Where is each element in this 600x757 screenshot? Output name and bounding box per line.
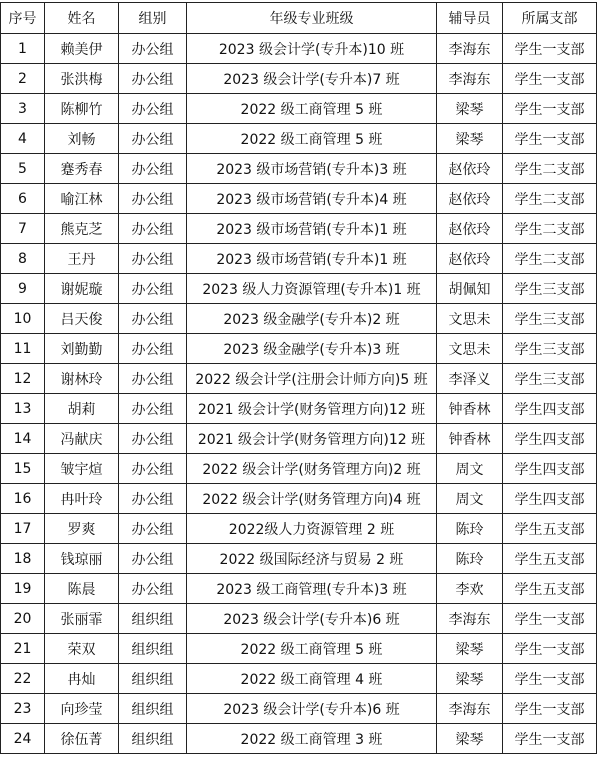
class-cell: 2022级人力资源管理 2 班 [187,514,437,544]
name-cell: 陈晨 [45,574,119,604]
index-cell: 16 [1,484,45,514]
group-cell: 办公组 [119,214,187,244]
table-row [1,424,597,454]
name-cell: 吕天俊 [45,304,119,334]
column-header-group: 组别 [119,3,187,34]
table-row [1,664,597,694]
counselor-cell: 赵依玲 [437,184,503,214]
group-cell: 组织组 [119,634,187,664]
name-cell: 徐伍菁 [45,724,119,754]
index-cell: 13 [1,394,45,424]
table-row [1,244,597,274]
index-cell: 3 [1,94,45,124]
index-cell: 20 [1,604,45,634]
branch-cell: 学生五支部 [503,514,597,544]
name-cell: 冯献庆 [45,424,119,454]
class-cell: 2022 级工商管理 5 班 [187,634,437,664]
branch-cell: 学生四支部 [503,484,597,514]
name-cell: 王丹 [45,244,119,274]
counselor-cell: 梁琴 [437,664,503,694]
index-cell: 1 [1,34,45,64]
class-cell: 2021 级会计学(财务管理方向)12 班 [187,424,437,454]
counselor-cell: 梁琴 [437,94,503,124]
branch-cell: 学生四支部 [503,394,597,424]
class-cell: 2022 级会计学(注册会计师方向)5 班 [187,364,437,394]
class-cell: 2023 级市场营销(专升本)1 班 [187,244,437,274]
group-cell: 办公组 [119,454,187,484]
class-cell: 2022 级会计学(财务管理方向)4 班 [187,484,437,514]
counselor-cell: 钟香林 [437,394,503,424]
name-cell: 赖美伊 [45,34,119,64]
class-cell: 2023 级金融学(专升本)2 班 [187,304,437,334]
branch-cell: 学生四支部 [503,424,597,454]
table-row [1,334,597,364]
name-cell: 刘勤勤 [45,334,119,364]
counselor-cell: 李海东 [437,64,503,94]
branch-cell: 学生一支部 [503,724,597,754]
index-cell: 15 [1,454,45,484]
name-cell: 刘畅 [45,124,119,154]
name-cell: 向珍莹 [45,694,119,724]
counselor-cell: 梁琴 [437,724,503,754]
counselor-cell: 周文 [437,454,503,484]
group-cell: 组织组 [119,604,187,634]
counselor-cell: 赵依玲 [437,154,503,184]
group-cell: 组织组 [119,664,187,694]
table-row [1,214,597,244]
group-cell: 办公组 [119,154,187,184]
index-cell: 17 [1,514,45,544]
class-cell: 2023 级市场营销(专升本)3 班 [187,154,437,184]
table-row [1,394,597,424]
group-cell: 办公组 [119,64,187,94]
counselor-cell: 文思未 [437,334,503,364]
column-header-index: 序号 [1,3,45,34]
group-cell: 办公组 [119,94,187,124]
counselor-cell: 李泽义 [437,364,503,394]
branch-cell: 学生三支部 [503,334,597,364]
name-cell: 罗爽 [45,514,119,544]
branch-cell: 学生二支部 [503,244,597,274]
index-cell: 2 [1,64,45,94]
name-cell: 荣双 [45,634,119,664]
branch-cell: 学生三支部 [503,274,597,304]
table-row [1,724,597,754]
roster-table [0,2,597,754]
counselor-cell: 李欢 [437,574,503,604]
table-row [1,454,597,484]
column-header-name: 姓名 [45,3,119,34]
table-row [1,154,597,184]
class-cell: 2022 级会计学(财务管理方向)2 班 [187,454,437,484]
index-cell: 10 [1,304,45,334]
table-row [1,634,597,664]
index-cell: 12 [1,364,45,394]
table-row [1,604,597,634]
index-cell: 19 [1,574,45,604]
branch-cell: 学生一支部 [503,694,597,724]
name-cell: 喻江林 [45,184,119,214]
group-cell: 办公组 [119,574,187,604]
branch-cell: 学生一支部 [503,34,597,64]
group-cell: 组织组 [119,724,187,754]
name-cell: 谢林玲 [45,364,119,394]
group-cell: 办公组 [119,424,187,454]
index-cell: 6 [1,184,45,214]
name-cell: 钱琼丽 [45,544,119,574]
table-row [1,274,597,304]
class-cell: 2023 级会计学(专升本)6 班 [187,604,437,634]
group-cell: 办公组 [119,244,187,274]
table-row [1,544,597,574]
branch-cell: 学生二支部 [503,214,597,244]
table-row [1,34,597,64]
class-cell: 2022 级工商管理 3 班 [187,724,437,754]
group-cell: 办公组 [119,304,187,334]
counselor-cell: 陈玲 [437,514,503,544]
group-cell: 组织组 [119,694,187,724]
group-cell: 办公组 [119,124,187,154]
branch-cell: 学生三支部 [503,364,597,394]
column-header-counselor: 辅导员 [437,3,503,34]
branch-cell: 学生二支部 [503,154,597,184]
branch-cell: 学生一支部 [503,64,597,94]
class-cell: 2023 级市场营销(专升本)1 班 [187,214,437,244]
index-cell: 22 [1,664,45,694]
column-header-branch: 所属支部 [503,3,597,34]
name-cell: 胡莉 [45,394,119,424]
index-cell: 14 [1,424,45,454]
table-header [1,3,597,34]
class-cell: 2023 级人力资源管理(专升本)1 班 [187,274,437,304]
class-cell: 2022 级工商管理 5 班 [187,94,437,124]
group-cell: 办公组 [119,334,187,364]
counselor-cell: 李海东 [437,34,503,64]
group-cell: 办公组 [119,184,187,214]
group-cell: 办公组 [119,34,187,64]
branch-cell: 学生一支部 [503,634,597,664]
table-row [1,514,597,544]
class-cell: 2023 级会计学(专升本)6 班 [187,694,437,724]
branch-cell: 学生一支部 [503,604,597,634]
group-cell: 办公组 [119,364,187,394]
index-cell: 21 [1,634,45,664]
counselor-cell: 文思未 [437,304,503,334]
class-cell: 2023 级金融学(专升本)3 班 [187,334,437,364]
table-row [1,364,597,394]
counselor-cell: 梁琴 [437,124,503,154]
name-cell: 皱宇煊 [45,454,119,484]
table-row [1,64,597,94]
counselor-cell: 李海东 [437,694,503,724]
branch-cell: 学生一支部 [503,664,597,694]
counselor-cell: 胡佩知 [437,274,503,304]
counselor-cell: 梁琴 [437,634,503,664]
branch-cell: 学生一支部 [503,124,597,154]
name-cell: 冉叶玲 [45,484,119,514]
class-cell: 2021 级会计学(财务管理方向)12 班 [187,394,437,424]
counselor-cell: 钟香林 [437,424,503,454]
counselor-cell: 周文 [437,484,503,514]
table-body [1,34,597,754]
name-cell: 张洪梅 [45,64,119,94]
index-cell: 5 [1,154,45,184]
counselor-cell: 赵依玲 [437,214,503,244]
table-row [1,694,597,724]
name-cell: 谢妮璇 [45,274,119,304]
index-cell: 8 [1,244,45,274]
table-row [1,484,597,514]
class-cell: 2022 级工商管理 4 班 [187,664,437,694]
table-row [1,124,597,154]
header-row [1,3,597,34]
class-cell: 2023 级市场营销(专升本)4 班 [187,184,437,214]
group-cell: 办公组 [119,514,187,544]
table-row [1,304,597,334]
index-cell: 24 [1,724,45,754]
index-cell: 23 [1,694,45,724]
branch-cell: 学生五支部 [503,574,597,604]
class-cell: 2022 级工商管理 5 班 [187,124,437,154]
counselor-cell: 李海东 [437,604,503,634]
counselor-cell: 赵依玲 [437,244,503,274]
table-row [1,184,597,214]
branch-cell: 学生三支部 [503,304,597,334]
index-cell: 11 [1,334,45,364]
index-cell: 7 [1,214,45,244]
class-cell: 2023 级工商管理(专升本)3 班 [187,574,437,604]
table-row [1,574,597,604]
counselor-cell: 陈玲 [437,544,503,574]
group-cell: 办公组 [119,274,187,304]
index-cell: 4 [1,124,45,154]
group-cell: 办公组 [119,394,187,424]
index-cell: 9 [1,274,45,304]
class-cell: 2023 级会计学(专升本)7 班 [187,64,437,94]
name-cell: 陈柳竹 [45,94,119,124]
class-cell: 2023 级会计学(专升本)10 班 [187,34,437,64]
group-cell: 办公组 [119,544,187,574]
name-cell: 蹇秀春 [45,154,119,184]
group-cell: 办公组 [119,484,187,514]
branch-cell: 学生一支部 [503,94,597,124]
branch-cell: 学生四支部 [503,454,597,484]
index-cell: 18 [1,544,45,574]
class-cell: 2022 级国际经济与贸易 2 班 [187,544,437,574]
name-cell: 张丽霏 [45,604,119,634]
name-cell: 熊克芝 [45,214,119,244]
branch-cell: 学生五支部 [503,544,597,574]
name-cell: 冉灿 [45,664,119,694]
column-header-class: 年级专业班级 [187,3,437,34]
branch-cell: 学生二支部 [503,184,597,214]
table-row [1,94,597,124]
